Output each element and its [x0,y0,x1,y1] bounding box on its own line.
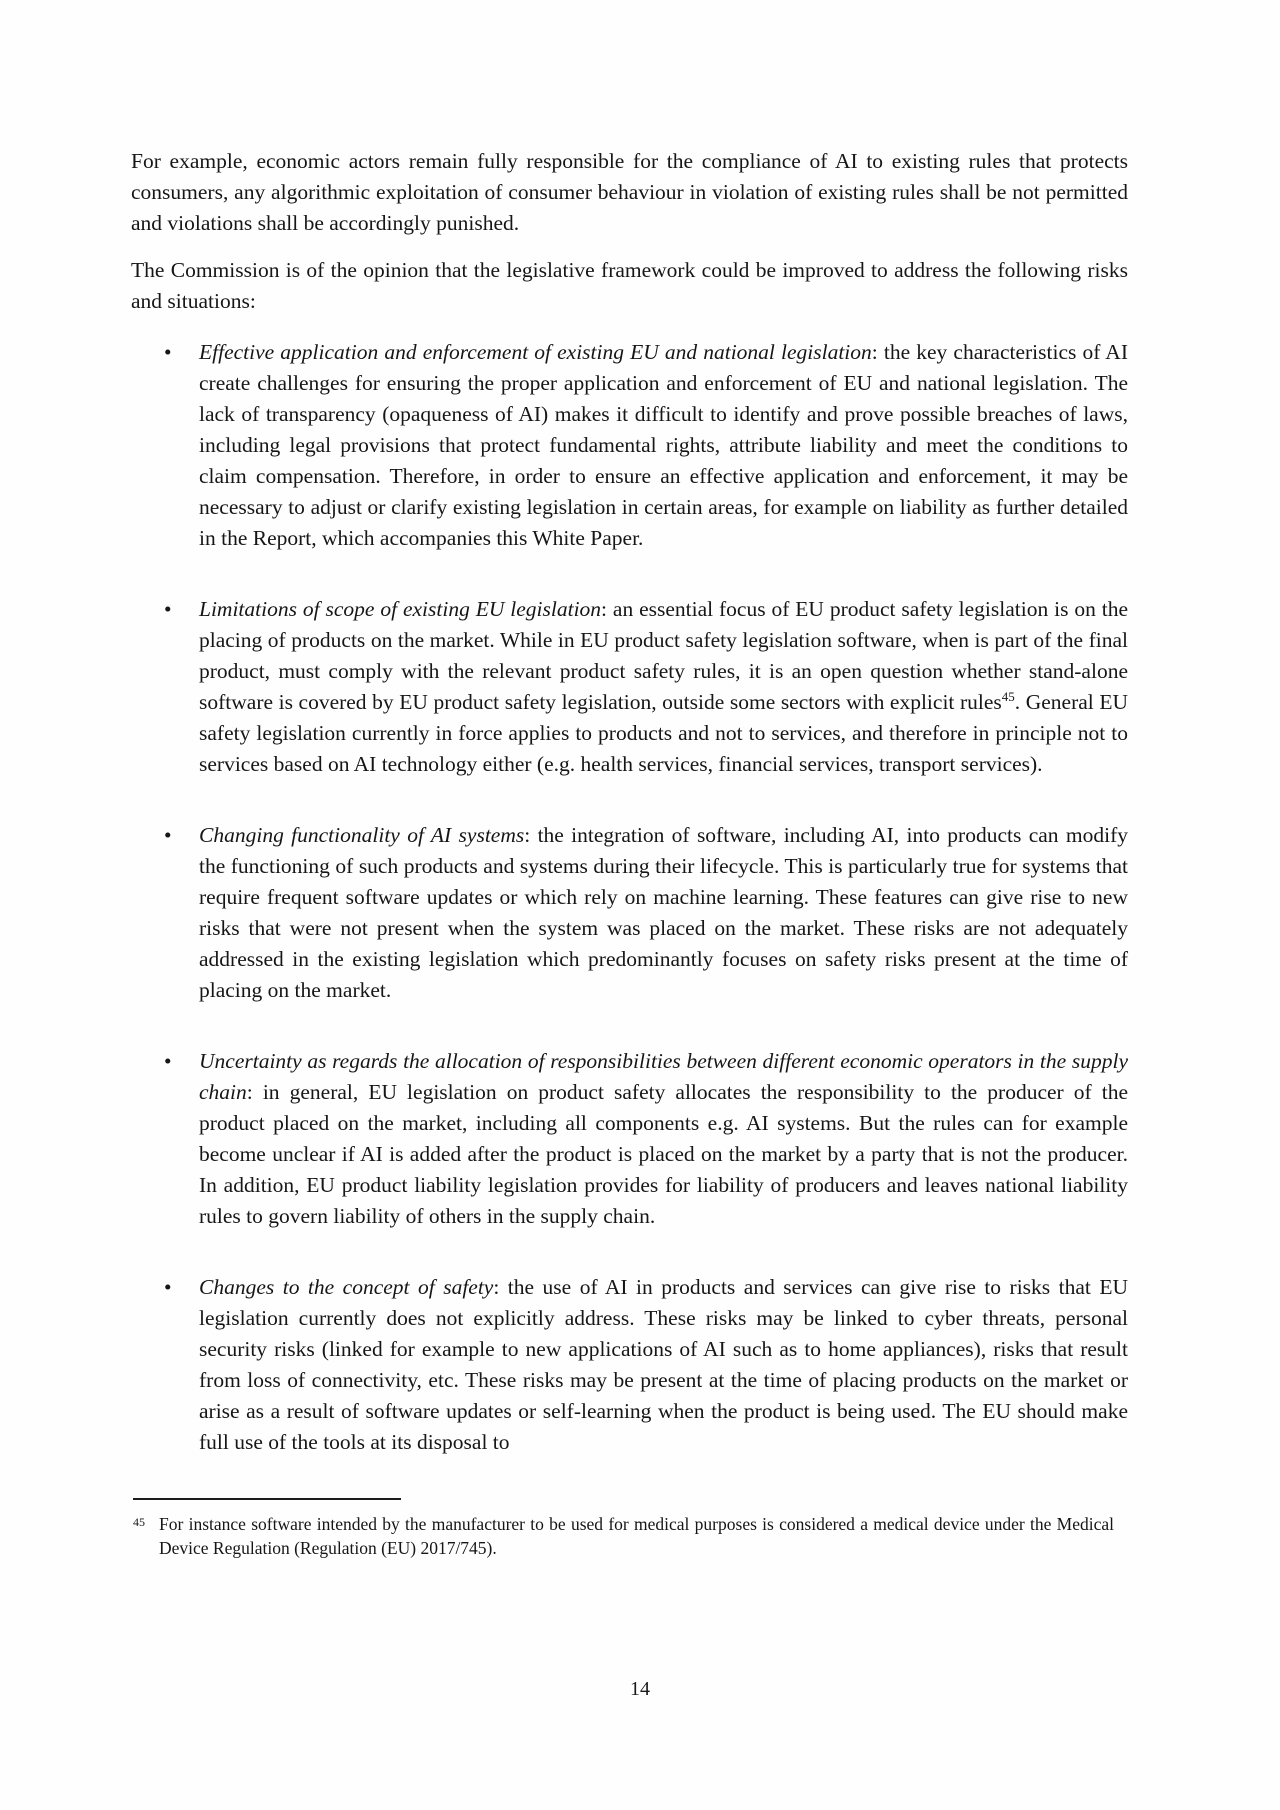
bullet-lead: Changes to the concept of safety [199,1275,494,1299]
bullet-text: : the integration of software, including AI, into products can modify the functioning of such products and systems during their lifecycle. This is particularly true for systems that require frequent software updates or which rely on machine learning. These features can give rise to new risks that were not present when the system was placed on the market. These risks are not adequately addressed in the existing legislation which predominantly focuses on safety risks present at the time of placing on the market. [199,823,1128,1002]
bullet-text: : the use of AI in products and services can give rise to risks that EU legislation currently does not explicitly address. These risks may be linked to cyber threats, personal security risks (linked for example to new applications of AI such as to home appliances), risks that result from loss of connectivity, etc. These risks may be present at the time of placing products on the market or arise as a result of software updates or self-learning when the product is being used. The EU should make full use of the tools at its disposal to [199,1275,1129,1454]
bullet-text: . General EU safety legislation currently in force applies to products and not to services, and therefore in principle not to services based on AI technology either (e.g. health services, financial services, transport services). [199,690,1129,776]
bullet-lead: Uncertainty as regards the allocation of responsibilities between different economic operators in the supply chain [199,1049,1128,1104]
footnote-ref-45-marker: 45 [1001,688,1015,704]
bullet-text: : in general, EU legislation on product safety allocates the responsibility to the producer of the product placed on the market, including all components e.g. AI systems. But the rules can for example become unclear if AI is added after the product is placed on the market by a party that is not the producer. In addition, EU product liability legislation provides for liability of producers and leaves national liability rules to govern liability of others in the supply chain. [199,1080,1128,1228]
footnote [131,1512,1114,1560]
bullet-lead: Effective application and enforcement of existing EU and national legislation [199,340,872,364]
bullet-text: : an essential focus of EU product safety legislation is on the placing of products on the market. While in EU product safety legislation software, when is part of the final product, must comply with the relevant product safety rules, it is an open question whether stand-alone software is covered by EU product safety legislation, outside some sectors with explicit rules [199,597,1128,714]
bullet-lead: Limitations of scope of existing EU legislation [199,597,602,621]
bullet-lead: Changing functionality of AI systems [199,823,525,847]
bullet-icon: • [164,1049,172,1073]
page-number: 14 [630,1678,650,1700]
page-content [131,146,1128,1560]
footnote-separator [133,1498,401,1500]
paragraph-intro: For example, economic actors remain fully responsible for the compliance of AI to existing rules that protects consumers, any algorithmic exploitation of consumer behaviour in violation of existing rules shall be not permitted and violations shall be accordingly punished. [131,149,1128,235]
bullet-icon: • [164,1275,172,1299]
bullet-item-limitations-of-scope [131,594,1128,780]
bullet-item-changing-functionality [131,820,1128,1006]
bullet-text: : the key characteristics of AI create challenges for ensuring the proper application and enforcement of EU and national legislation. The lack of transparency (opaqueness of AI) makes it difficult to identify and prove possible breaches of laws, including legal provisions that protect fundamental rights, attribute liability and meet the conditions to claim compensation. Therefore, in order to ensure an effective application and enforcement, it may be necessary to adjust or clarify existing legislation in certain areas, for example on liability as further detailed in the Report, which accompanies this White Paper. [199,340,1128,550]
bullet-item-uncertainty-responsibilities [131,1046,1128,1232]
footnote-text: For instance software intended by the manufacturer to be used for medical purposes is considered a medical device under the Medical Device Regulation (Regulation (EU) 2017/745). [159,1514,1114,1558]
bullet-item-effective-application [131,337,1128,554]
bullet-icon: • [164,823,172,847]
footnote-number: 45 [133,1515,145,1529]
risk-bullet-list [131,337,1128,1458]
bullet-icon: • [164,340,172,364]
bullet-icon: • [164,597,172,621]
paragraph-commission-opinion: The Commission is of the opinion that the legislative framework could be improved to address the following risks and situations: [131,258,1128,313]
bullet-item-changes-concept-of-safety [131,1272,1128,1458]
